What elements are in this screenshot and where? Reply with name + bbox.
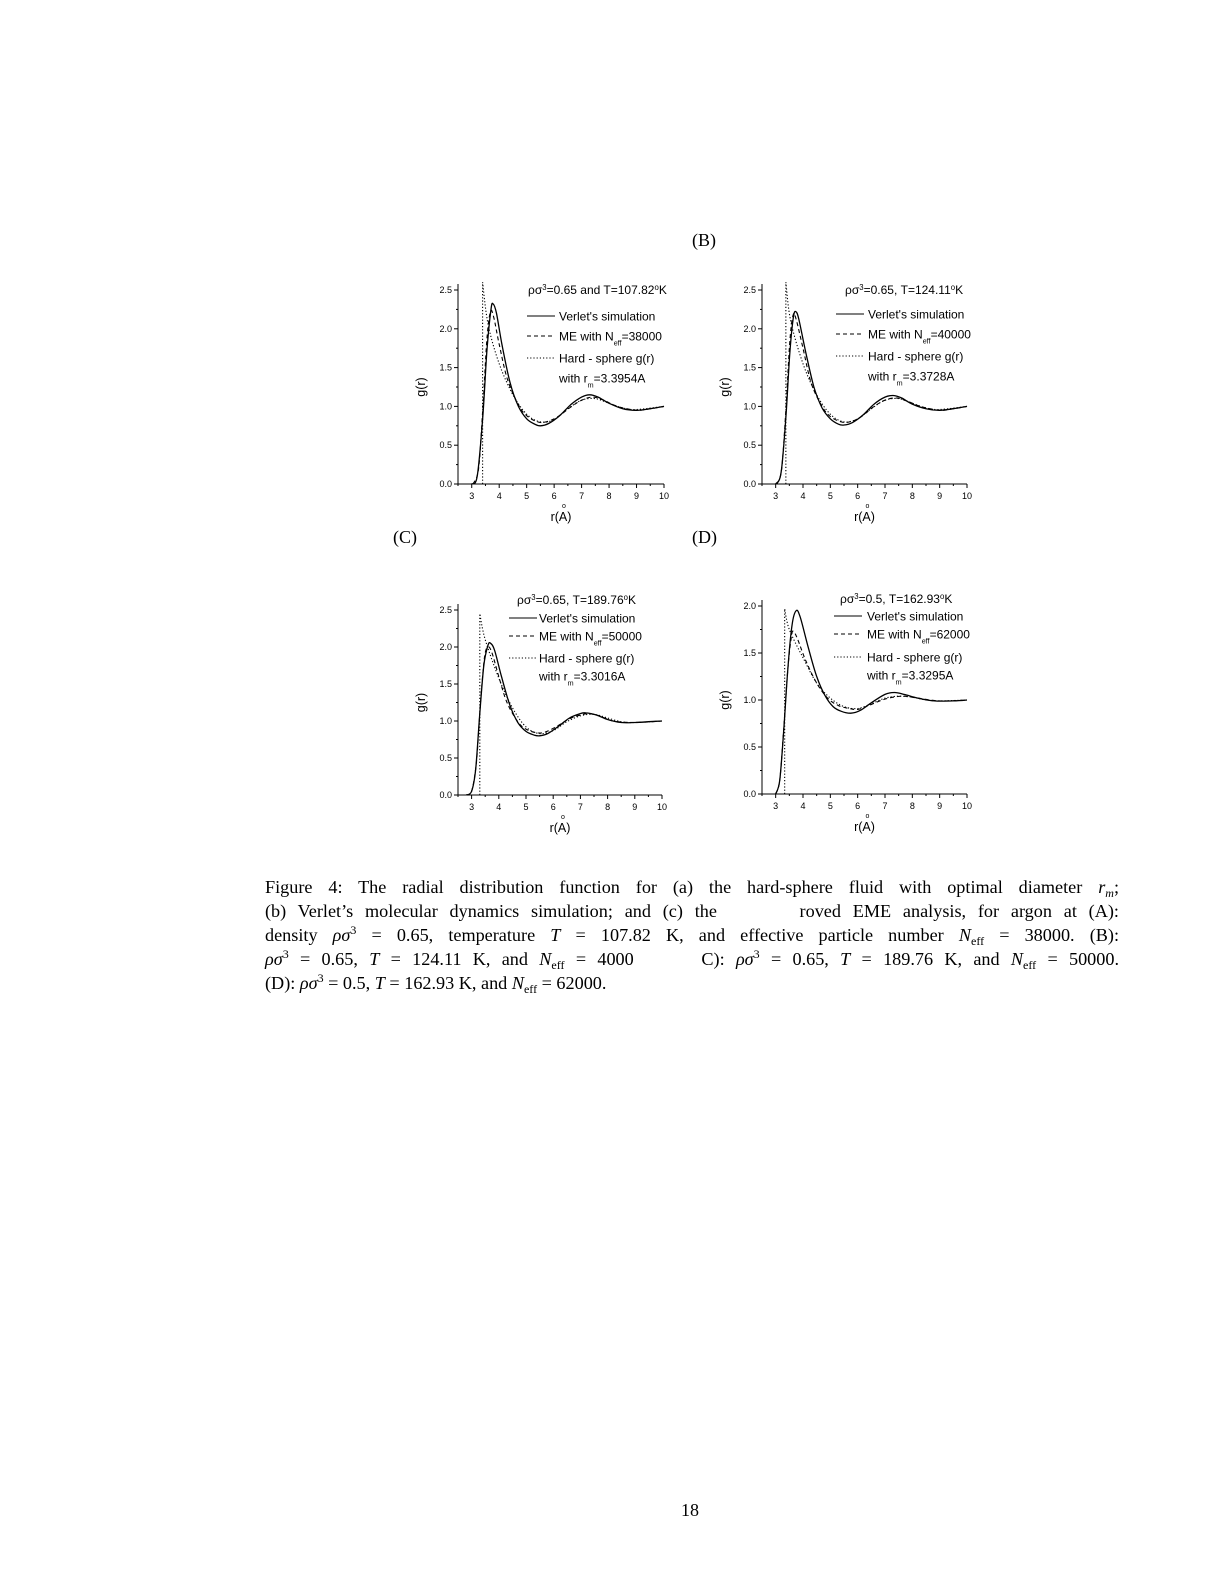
chart-title-part: K [658,283,667,297]
caption-text: (D): [265,973,300,993]
caption-text: = 107.82 K, and effective particle number [560,925,959,945]
x-axis-label: r(A) [854,510,875,524]
legend-label-part: Verlet's simulation [868,307,965,322]
chart-title-part: K [628,593,637,607]
x-tick-label: 4 [800,491,806,501]
legend-label [539,630,642,648]
caption-text: eff [971,934,985,948]
x-tick-label: 3 [469,491,475,501]
chart-title-part: o [623,592,628,602]
y-tick-label: 1.0 [439,401,452,412]
caption-text: ρσ [265,949,283,969]
legend-label-part: Hard - sphere g(r) [559,351,655,366]
legend-label-part: ME with N [868,327,923,342]
x-tick-label: 9 [632,802,638,812]
legend-label-part: Hard - sphere g(r) [539,651,635,666]
y-tick-label: 2.5 [439,605,452,615]
legend-label [867,610,963,624]
legend-label [868,350,963,364]
legend-label [867,628,970,646]
caption-text: T [374,973,385,993]
x-tick-label: 5 [827,801,833,811]
chart-title-part: o [939,591,945,601]
x-tick-label: 8 [909,491,915,501]
y-tick-label: 1.0 [743,401,756,412]
legend-label-part: =3.3728A [902,369,955,384]
y-axis-label: g(r) [718,377,732,397]
x-tick-label: 4 [496,491,502,501]
legend-label-part: Verlet's simulation [867,609,964,624]
chart-title [845,283,963,298]
y-tick-label: 1.0 [439,716,452,726]
x-tick-label: 7 [882,801,888,811]
y-tick-label: 2.0 [439,323,452,334]
chart-d [714,586,1014,846]
chart-title-part: =0.65, T=124.11 [863,283,951,297]
legend-label-part: Verlet's simulation [559,309,656,324]
caption-text: 3 [753,947,760,961]
caption-text: = 38000. (B): [984,925,1120,945]
caption-text: = 50000. [1036,949,1119,969]
legend-label-part: m [896,378,903,387]
y-tick-label: 1.5 [743,648,756,658]
y-tick-label: 1.5 [743,362,756,373]
y-tick-label: 1.5 [439,679,452,689]
legend-label-part: m [567,678,574,687]
caption-text: N [1010,949,1024,969]
chart-title-part: 3 [531,592,536,602]
caption-text: r [1098,877,1106,897]
figure-caption [265,875,1119,995]
x-axis-label: r(A) [854,820,875,834]
legend-label-part: ME with N [539,629,594,644]
x-tick-label: 3 [773,491,779,501]
y-tick-label: 2.0 [743,601,756,611]
legend-label-part: =50000 [601,629,642,644]
caption-line [265,899,1119,923]
x-tick-label: 4 [800,801,806,811]
y-tick-label: 0.5 [743,440,756,451]
y-tick-label: 0.5 [439,753,452,763]
x-tick-label: 6 [551,491,557,501]
x-tick-label: 5 [524,491,530,501]
chart-title-part: ρσ [840,592,855,606]
x-tick-label: 10 [658,491,670,501]
legend-label-part: eff [921,636,930,645]
caption-text: T [550,925,561,945]
x-tick-label: 7 [579,491,585,501]
y-axis-label: g(r) [414,692,428,713]
x-tick-label: 6 [855,491,861,501]
legend-label-part: m [895,677,902,686]
x-tick-label: 9 [937,491,943,501]
x-tick-label: 8 [909,801,915,811]
legend-label [558,372,645,390]
chart-title-part: K [944,592,953,606]
panel-label-d: (D) [692,527,717,547]
y-tick-label: 1.0 [743,695,756,705]
y-tick-label: 0.0 [743,789,756,799]
y-tick-label: 2.0 [743,323,756,334]
chart-b [714,270,1014,540]
legend-label [867,370,954,388]
chart-title-part: 3 [854,591,859,601]
x-tick-label: 4 [496,802,502,812]
legend-label [538,670,625,688]
legend-label-part: Hard - sphere g(r) [867,650,963,665]
caption-text: = 162.93 K, and [384,973,512,993]
panel-label-c: (C) [393,527,417,547]
legend-label-part: eff [613,338,622,347]
x-tick-label: 10 [961,491,973,501]
caption-text: = 189.76 K, and [850,949,1011,969]
x-axis-label-accent: o [562,503,566,510]
chart-title [517,593,636,608]
legend-label-part: =40000 [930,327,971,342]
caption-text: eff [523,982,538,996]
x-tick-label: 3 [469,802,475,812]
caption-text: eff [1023,958,1037,972]
y-tick-label: 0.5 [743,742,756,752]
x-tick-label: 7 [882,491,888,501]
caption-text: 3 [282,947,289,961]
caption-text: = 124.11 K, and [379,949,540,969]
legend-label-part: ME with N [867,627,922,642]
chart-title-part: ρσ [528,283,543,297]
y-axis-label: g(r) [718,690,732,710]
legend-label-part: Verlet's simulation [539,611,636,626]
legend-label [868,308,964,322]
caption-text: ρσ [735,949,754,969]
legend-label-part: with r [539,669,568,684]
chart-title-part: 3 [859,282,864,292]
y-tick-label: 0.5 [439,440,452,451]
caption-text: N [958,925,971,945]
caption-text: 3 [317,971,324,985]
y-tick-label: 0.0 [743,479,756,489]
caption-text: N [539,949,552,969]
x-axis-label: r(A) [550,510,572,524]
legend-label [559,310,655,324]
legend-label-part: with r [868,369,897,384]
legend-label-part: =62000 [929,627,970,642]
x-tick-label: 8 [606,491,612,501]
x-tick-label: 10 [656,802,668,812]
chart-title-part: o [950,282,956,292]
chart-title-part: o [654,282,659,292]
x-tick-label: 7 [577,802,583,812]
panel-label-b: (B) [692,230,716,250]
y-axis-label: g(r) [414,377,428,397]
legend-label-part: m [587,380,594,389]
legend-label [866,669,953,687]
x-tick-label: 8 [605,802,611,812]
caption-text: (b) Verlet’s molecular dynamics simulation; and (c) the roved EME analysis, for argon at (A): [265,901,1119,921]
caption-text: m [1105,886,1114,900]
caption-text: = 62000. [537,973,607,993]
legend-label-part: eff [593,638,602,647]
y-tick-label: 2.0 [439,642,452,652]
x-axis-label: r(A) [549,821,571,835]
x-tick-label: 10 [961,801,973,811]
caption-text: eff [551,958,565,972]
legend-label-part: Hard - sphere g(r) [868,349,964,364]
caption-text: Figure 4: The radial distribution function for (a) the hard-sphere fluid with optimal diameter [265,877,1099,897]
chart-title-part: 3 [542,282,547,292]
legend-label [868,328,971,346]
y-tick-label: 1.5 [439,362,452,373]
legend-label [539,612,635,626]
caption-text: ; [1113,877,1119,897]
chart-title-part: =0.5, T=162.93 [858,592,940,606]
chart-title [840,592,952,607]
x-tick-label: 9 [937,801,943,811]
caption-line [265,923,1119,947]
caption-text: density [265,925,333,945]
legend-label-part: =3.3016A [573,669,626,684]
caption-text: = 0.65, [288,949,370,969]
y-tick-label: 0.0 [439,479,452,489]
chart-a [410,270,710,540]
caption-text: ρσ [332,925,351,945]
caption-text: T [369,949,380,969]
caption-text: ρσ [299,973,318,993]
legend-label [867,651,962,665]
x-tick-label: 6 [855,801,861,811]
chart-title-part: =0.65 and T=107.82 [546,283,655,297]
y-tick-label: 2.5 [743,285,756,295]
caption-line [265,971,1119,995]
legend-label-part: =3.3954A [593,371,646,386]
caption-text: = 0.65, [759,949,841,969]
legend-label [539,652,634,666]
caption-line [265,947,1119,971]
chart-title-part: ρσ [845,283,860,297]
caption-text: 3 [350,923,357,937]
chart-title-part: ρσ [517,593,532,607]
page-number: 18 [681,1500,699,1520]
x-axis-label-accent: o [865,813,870,820]
caption-text: = 0.65, temperature [356,925,551,945]
caption-text: N [511,973,524,993]
y-tick-label: 2.5 [439,285,452,295]
legend-label-part: eff [922,336,931,345]
caption-text: = 4000 C): [564,949,736,969]
chart-title-part: K [955,283,964,297]
caption-line [265,875,1119,899]
legend-label-part: ME with N [559,329,614,344]
x-tick-label: 6 [550,802,556,812]
x-tick-label: 3 [773,801,779,811]
chart-title-part: =0.65, T=189.76 [535,593,624,607]
y-tick-label: 0.0 [439,790,452,800]
x-tick-label: 9 [634,491,640,501]
x-tick-label: 5 [827,491,833,501]
legend-label-part: with r [559,371,588,386]
x-axis-label-accent: o [561,814,565,821]
caption-text: T [840,949,851,969]
legend-label [559,330,662,348]
caption-text: = 0.5, [323,973,375,993]
legend-label [559,352,654,366]
legend-label-part: =3.3295A [901,668,954,683]
legend-label-part: =38000 [621,329,662,344]
legend-label-part: with r [867,668,896,683]
x-tick-label: 5 [523,802,529,812]
x-axis-label-accent: o [865,503,870,510]
chart-title [528,283,667,298]
chart-c [410,590,710,850]
